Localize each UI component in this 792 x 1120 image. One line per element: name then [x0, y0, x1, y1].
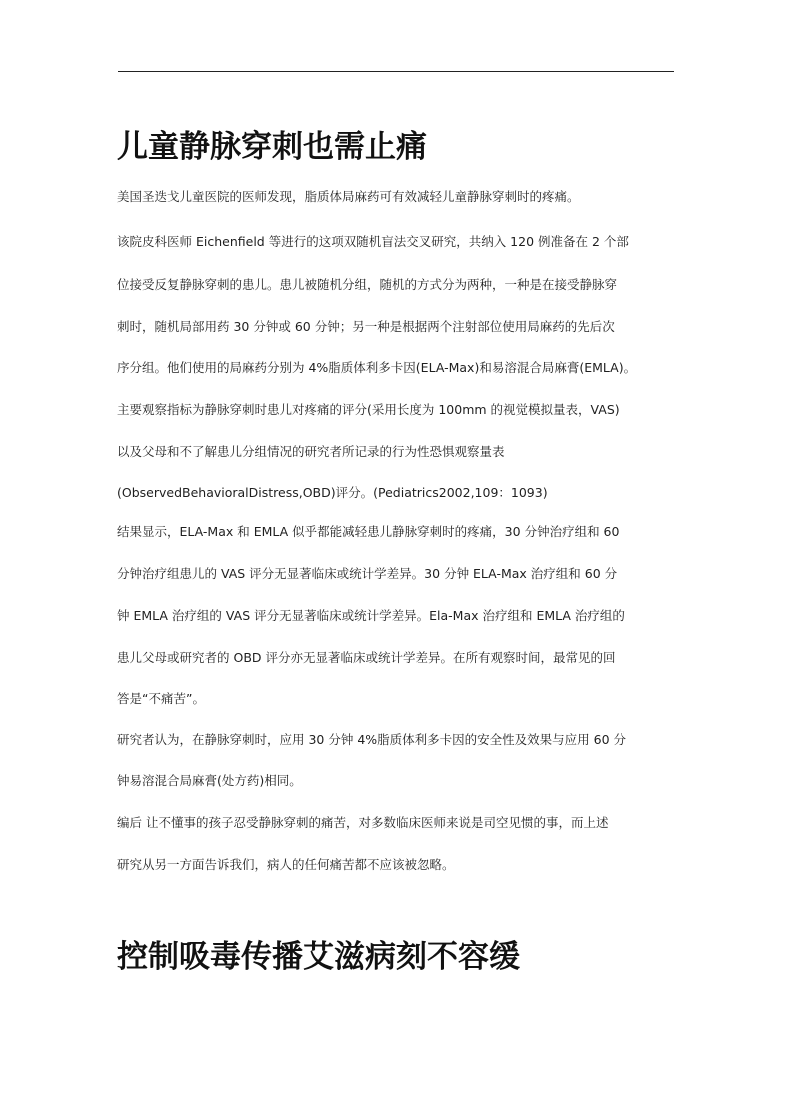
body-line: 钟 EMLA 治疗组的 VAS 评分无显著临床或统计学差异。Ela-Max 治疗组和 EMLA 治疗组的: [117, 608, 625, 623]
article-title: 儿童静脉穿刺也需止痛: [117, 129, 427, 165]
body-line: (ObservedBehavioralDistress,OBD)评分。(Pediatrics2002,109：1093): [117, 485, 548, 500]
body-line: 研究者认为，在静脉穿刺时，应用 30 分钟 4%脂质体利多卡因的安全性及效果与应用 60 分: [117, 732, 627, 747]
body-line: 编后 让不懂事的孩子忍受静脉穿刺的痛苦，对多数临床医师来说是司空见惯的事，而上述: [117, 815, 609, 830]
body-line: 该院皮科医师 Eichenfield 等进行的这项双随机盲法交叉研究，共纳入 120 例准备在 2 个部: [117, 234, 629, 249]
body-line: 以及父母和不了解患儿分组情况的研究者所记录的行为性恐惧观察量表: [117, 444, 505, 459]
body-line: 答是“不痛苦”。: [117, 691, 205, 706]
body-line: 序分组。他们使用的局麻药分别为 4%脂质体利多卡因(ELA-Max)和易溶混合局麻膏(EMLA)。: [117, 360, 637, 375]
article-title: 控制吸毒传播艾滋病刻不容缓: [117, 939, 520, 975]
body-line: 位接受反复静脉穿刺的患儿。患儿被随机分组，随机的方式分为两种，一种是在接受静脉穿: [117, 277, 618, 292]
body-line: 刺时，随机局部用药 30 分钟或 60 分钟；另一种是根据两个注射部位使用局麻药的先后次: [117, 319, 615, 334]
body-line: 美国圣迭戈儿童医院的医师发现，脂质体局麻药可有效减轻儿童静脉穿刺时的疼痛。: [117, 189, 580, 204]
body-line: 研究从另一方面告诉我们，病人的任何痛苦都不应该被忽略。: [117, 857, 455, 872]
body-line: 钟易溶混合局麻膏(处方药)相同。: [117, 773, 302, 788]
body-line: 分钟治疗组患儿的 VAS 评分无显著临床或统计学差异。30 分钟 ELA-Max 治疗组和 60 分: [117, 566, 618, 581]
header-rule: [118, 71, 674, 72]
body-line: 结果显示，ELA-Max 和 EMLA 似乎都能减轻患儿静脉穿刺时的疼痛，30 分钟治疗组和 60: [117, 524, 620, 539]
body-line: 主要观察指标为静脉穿刺时患儿对疼痛的评分(采用长度为 100mm 的视觉模拟量表，VAS): [117, 402, 620, 417]
body-line: 患儿父母或研究者的 OBD 评分亦无显著临床或统计学差异。在所有观察时间，最常见的回: [117, 650, 616, 665]
